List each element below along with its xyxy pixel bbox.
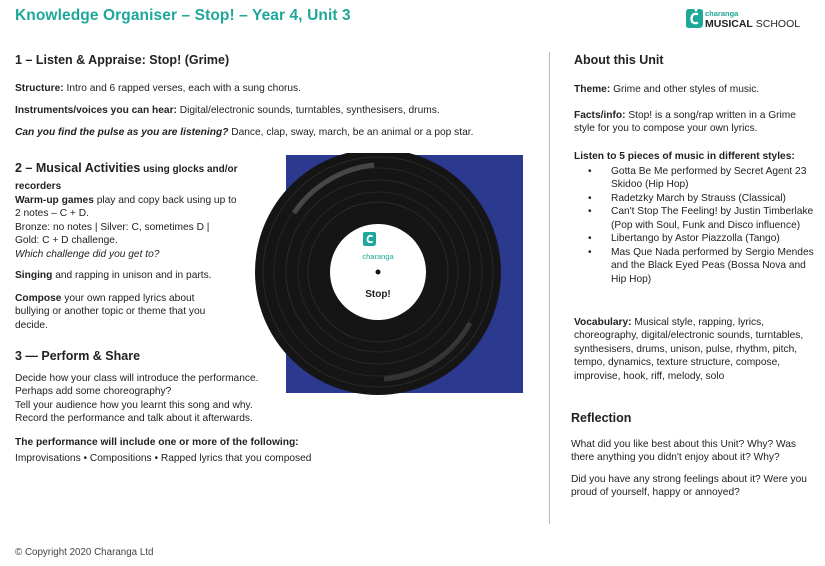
logo-school-text: MUSICAL SCHOOL (705, 18, 801, 30)
compose-text: Compose your own rapped lyrics about bullying or another topic or theme that you decide. (15, 293, 206, 331)
singing-text: Singing and rapping in unison and in parts. (15, 270, 212, 281)
list-item: • Gotta Be Me performed by Secret Agent 23 Skidoo (Hip Hop) (588, 166, 807, 191)
theme-text: Theme: Grime and other styles of music. (574, 84, 760, 95)
gold-text: Gold: C + D challenge. (15, 235, 118, 247)
list-item: • Can't Stop The Feeling! by Justin Timberlake (Pop with Soul, Funk and Disco influence) (588, 206, 814, 231)
logo-brand-text: charanga (705, 9, 739, 18)
instruments-text: Instruments/voices you can hear: Digital/electronic sounds, turntables, synthesisers, drums. (15, 105, 440, 116)
charanga-logo (684, 8, 804, 32)
perform-line: Tell your audience how you learnt this song and why. (15, 399, 253, 411)
challenge-question: Which challenge did you get to? (15, 248, 160, 260)
listening-list (574, 165, 822, 286)
section-heading-listen-appraise: 1 – Listen & Appraise: Stop! (Grime) (15, 53, 230, 67)
section-heading-musical-activities: 2 – Musical Activities using glocks and/or recorders (15, 161, 238, 192)
column-divider (549, 52, 550, 524)
record-label-title: Stop! (365, 289, 391, 300)
warmup-games-text: Warm-up games play and copy back using up to 2 notes – C + D. Bronze: no notes | Silver: C, sometimes D | Gold: C + D challenge. Which challenge did you get to? (15, 195, 237, 260)
list-item: • Mas Que Nada performed by Sergio Mendes and the Black Eyed Peas (Bossa Nova and Hip Hop) (588, 246, 814, 285)
vocabulary-text: Vocabulary: Musical style, rapping, lyrics, choreography, digital/electronic sounds, turntables, synthesisers, drums, unison, pulse, rhythm, pitch, tempo, dynamics, texture structure, compose, improvise, hook, riff, melody, solo (574, 317, 804, 382)
charanga-logo-icon (684, 8, 704, 30)
record-label-logo-icon (363, 232, 376, 246)
structure-text: Structure: Intro and 6 rapped verses, each with a sung chorus. (15, 83, 301, 94)
pulse-text: Can you find the pulse as you are listening? Dance, clap, sway, march, be an animal or a pop star. (15, 127, 474, 138)
copyright-text: © Copyright 2020 Charanga Ltd (15, 547, 154, 558)
perform-line: Decide how your class will introduce the performance. Perhaps add some choreography? (15, 373, 259, 398)
listen-heading: Listen to 5 pieces of music in different styles: (574, 151, 795, 162)
performance-include-heading: The performance will include one or more of the following: (15, 437, 299, 448)
reflection-question-1: What did you like best about this Unit? Why? Was there anything you didn't enjoy about it? Why? (571, 439, 796, 464)
list-item: • Radetzky March by Strauss (Classical) (588, 192, 786, 204)
vinyl-record-illustration (234, 153, 524, 396)
bronze-silver-text: Bronze: no notes | Silver: C, sometimes D | (15, 221, 210, 233)
section-heading-about: About this Unit (574, 53, 664, 67)
facts-text: Facts/info: Stop! is a song/rap written in a Grime style for you to compose your own lyrics. (574, 110, 796, 135)
list-item: • Libertango by Astor Piazzolla (Tango) (588, 233, 780, 245)
section-heading-reflection: Reflection (571, 411, 632, 425)
record-label-brand: charanga (362, 252, 394, 261)
performance-include-list: Improvisations • Compositions • Rapped lyrics that you composed (15, 453, 312, 464)
section-heading-perform-share: 3 — Perform & Share (15, 349, 141, 363)
reflection-question-2: Did you have any strong feelings about it? Were you proud of yourself, happy or annoyed? (571, 474, 807, 499)
page-title: Knowledge Organiser – Stop! – Year 4, Unit 3 (15, 7, 351, 24)
perform-line: Record the performance and talk about it afterwards. (15, 413, 253, 425)
